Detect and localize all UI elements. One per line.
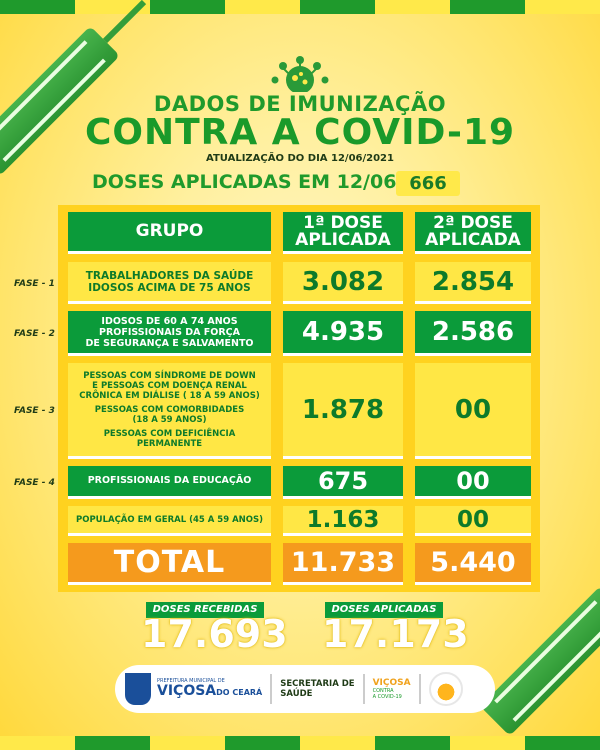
group-line: IDOSOS DE 60 A 74 ANOS xyxy=(101,315,238,327)
group-line: E PESSOAS COM DOENÇA RENAL xyxy=(92,380,247,391)
group-line: DE SEGURANÇA E SALVAMENTO xyxy=(85,337,254,349)
group-line: PESSOAS COM SÍNDROME DE DOWN xyxy=(83,370,256,381)
doses-today-label: DOSES APLICADAS EM 12/06 xyxy=(92,171,397,193)
dose2-value: 00 xyxy=(454,394,492,425)
table-row-dose2 xyxy=(415,466,531,499)
dose1-value: 675 xyxy=(317,467,369,495)
received-label: DOSES RECEBIDAS xyxy=(146,602,264,618)
group-line: (18 A 59 ANOS) xyxy=(132,414,207,425)
table-row-dose2 xyxy=(415,311,531,356)
total-label-cell xyxy=(68,543,271,585)
total-label: TOTAL xyxy=(113,545,226,580)
city-name-line1: VIÇOSA xyxy=(157,683,217,699)
phase-label: FASE - 4 xyxy=(14,478,55,488)
secretaria-line1: SECRETARIA DE xyxy=(280,679,355,689)
sun-logo-icon xyxy=(429,672,463,706)
header-dose2-line1: 2ª DOSE xyxy=(433,212,513,233)
dose1-value: 1.878 xyxy=(301,394,385,425)
dose1-value: 3.082 xyxy=(301,266,385,297)
doses-today-value: 666 xyxy=(396,171,460,196)
update-date: ATUALIZAÇÃO DO DIA 12/06/2021 xyxy=(206,153,394,164)
city-name xyxy=(157,684,262,700)
total-dose2-cell xyxy=(415,543,531,585)
header-dose1 xyxy=(283,212,403,254)
campaign-line1: VIÇOSA xyxy=(372,677,411,688)
campaign-line3: A COVID-19 xyxy=(372,693,402,700)
group-line: POPULAÇÃO EM GERAL (45 A 59 ANOS) xyxy=(75,514,263,525)
divider xyxy=(363,674,365,704)
group-line: PERMANENTE xyxy=(136,438,203,449)
total-dose2: 5.440 xyxy=(430,547,516,578)
page-title-line1: DADOS DE IMUNIZAÇÃO xyxy=(153,92,447,116)
table-row-group xyxy=(68,466,271,499)
footer-logos xyxy=(115,665,495,713)
campaign-logo xyxy=(373,679,411,700)
table-row-group xyxy=(68,311,271,356)
divider xyxy=(419,674,421,704)
campaign-line2: CONTRA xyxy=(372,687,394,694)
table-row-dose1 xyxy=(283,363,403,459)
table-row-dose1 xyxy=(283,311,403,356)
secretaria-logo xyxy=(280,679,354,699)
applied-value: 17.173 xyxy=(322,612,469,656)
table-row-group xyxy=(68,262,271,304)
city-name-line2: DO CEARÁ xyxy=(216,688,263,697)
table-row-dose1 xyxy=(283,262,403,304)
dose1-value: 4.935 xyxy=(301,317,385,347)
dose2-value: 2.854 xyxy=(431,266,515,297)
phase-label: FASE - 2 xyxy=(14,329,55,339)
header-group xyxy=(68,212,271,254)
bottom-stripes xyxy=(0,736,600,750)
table-row-dose1 xyxy=(283,466,403,499)
header-dose1-line2: APLICADA xyxy=(295,229,391,250)
group-line: PROFISSIONAIS DA EDUCAÇÃO xyxy=(87,475,252,486)
city-logo xyxy=(157,678,262,700)
gov-text: PREFEITURA MUNICIPAL DE xyxy=(157,678,225,684)
table-row-dose2 xyxy=(415,363,531,459)
top-stripes xyxy=(0,0,600,14)
total-dose1-cell xyxy=(283,543,403,585)
dose2-value: 2.586 xyxy=(431,317,515,347)
group-line: IDOSOS ACIMA DE 75 ANOS xyxy=(88,281,251,294)
applied-label: DOSES APLICADAS xyxy=(325,602,443,618)
header-group-label: GRUPO xyxy=(135,221,204,241)
table-row-dose1 xyxy=(283,506,403,536)
phase-label: FASE - 1 xyxy=(14,279,55,289)
header-dose2-line2: APLICADA xyxy=(425,229,521,250)
header-dose1-line1: 1ª DOSE xyxy=(303,212,383,233)
phase-label: FASE - 3 xyxy=(14,406,55,416)
group-line: CRÔNICA EM DIÁLISE ( 18 A 59 ANOS) xyxy=(79,390,260,401)
table-row-group xyxy=(68,506,271,536)
city-crest-icon xyxy=(125,673,151,705)
dose2-value: 00 xyxy=(456,467,490,495)
received-value: 17.693 xyxy=(141,612,288,656)
secretaria-line2: SAÚDE xyxy=(280,689,313,699)
dose2-value: 00 xyxy=(456,506,489,533)
table-row-dose2 xyxy=(415,262,531,304)
table-row-dose2 xyxy=(415,506,531,536)
total-dose1: 11.733 xyxy=(290,547,396,578)
group-line: PESSOAS COM DEFICIÊNCIA xyxy=(103,428,236,439)
syringe-icon-right xyxy=(480,586,600,736)
page-title-line2: CONTRA A COVID-19 xyxy=(84,112,516,153)
virus-icon xyxy=(265,52,335,92)
group-line: PROFISSIONAIS DA FORÇA xyxy=(99,326,240,338)
dose1-value: 1.163 xyxy=(306,506,380,533)
header-dose2 xyxy=(415,212,531,254)
divider xyxy=(270,674,272,704)
group-line: TRABALHADORES DA SAÚDE xyxy=(85,269,254,282)
table-row-group xyxy=(68,363,271,459)
group-line: PESSOAS COM COMORBIDADES xyxy=(94,404,245,415)
